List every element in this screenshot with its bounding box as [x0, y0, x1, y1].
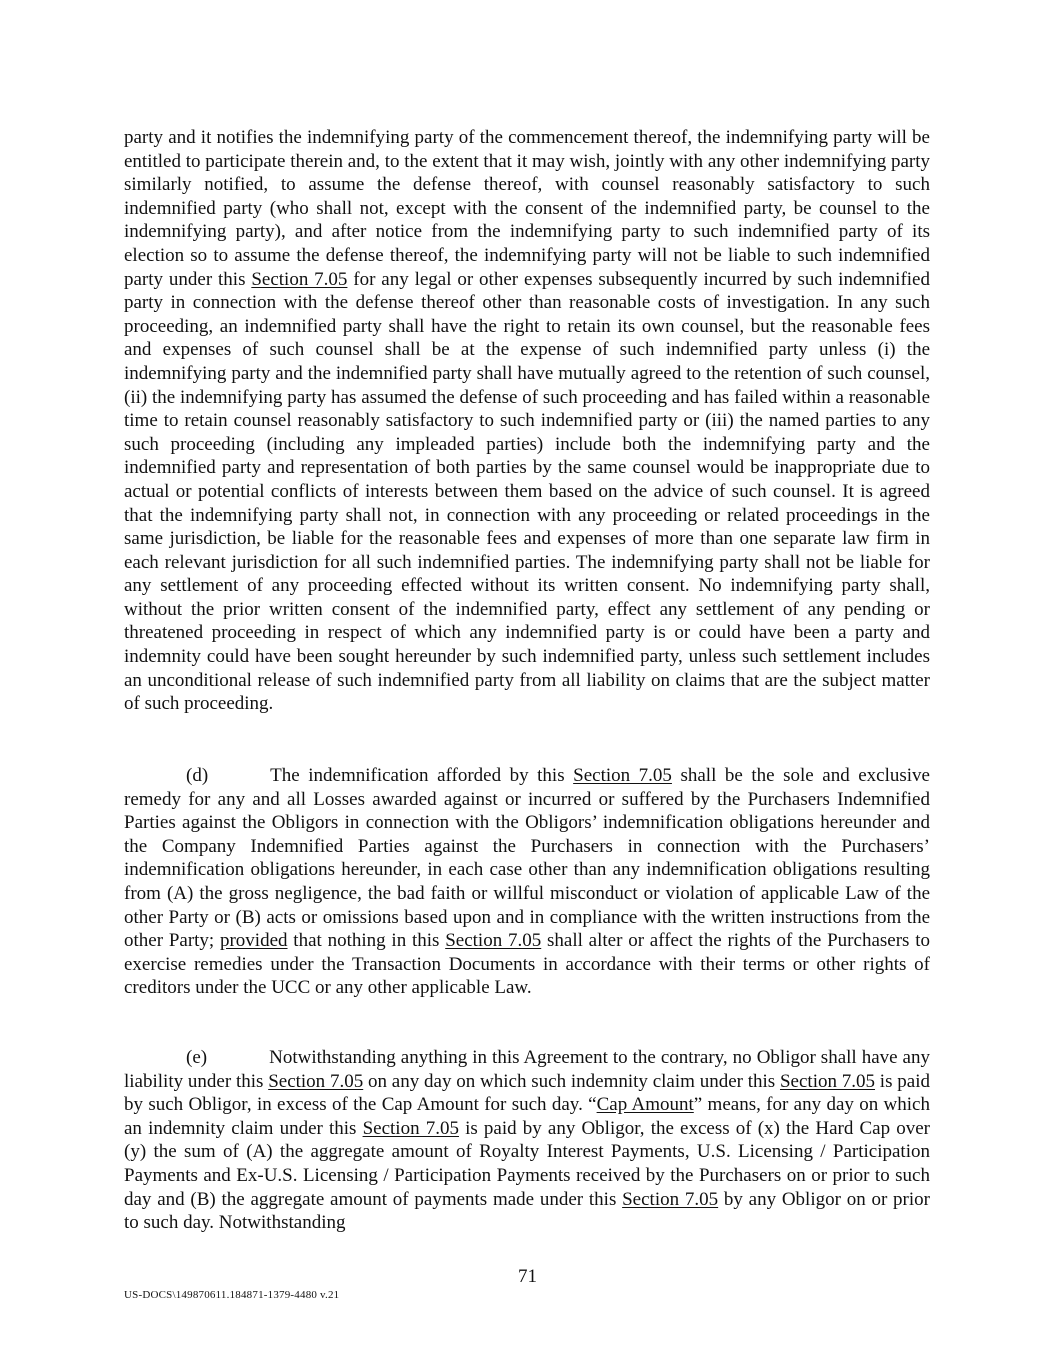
paragraph-label: (d) — [186, 765, 209, 786]
paragraph-d — [124, 764, 930, 1000]
section-reference: Section 7.05 — [622, 1188, 719, 1210]
section-reference: Section 7.05 — [779, 1070, 876, 1092]
text-span: on any day on which such indemnity claim under this — [363, 1070, 780, 1092]
text-span: Notwithstanding anything in this Agreement to the contrary, no Obligor shall have any liability under this — [124, 1047, 930, 1092]
text-span: ” means, for any day on which an indemnity claim under this — [124, 1094, 930, 1139]
paragraph-label: (e) — [186, 1047, 208, 1068]
section-reference: Section 7.05 — [573, 765, 672, 786]
document-footer-id: US-DOCS\149870611.184871-1379-4480 v.21 — [124, 1289, 340, 1301]
paragraph-e — [124, 1046, 930, 1235]
text-span: by any Obligor on or prior to such day. Notwithstanding — [124, 1188, 930, 1234]
text-span: is paid by such Obligor, in excess of the Cap Amount for such day. “ — [124, 1070, 930, 1116]
page-number: 71 — [518, 1266, 537, 1287]
section-reference: Section 7.05 — [251, 268, 348, 290]
defined-term-provided: provided — [219, 930, 288, 952]
section-reference: Section 7.05 — [268, 1070, 364, 1092]
paragraph-indemnification-defense — [124, 126, 930, 716]
text-span: that nothing in this — [287, 930, 446, 952]
defined-term-cap-amount: Cap Amount — [596, 1094, 694, 1116]
section-reference: Section 7.05 — [445, 930, 542, 952]
text-span: for any legal or other expenses subsequently incurred by such indemnified party in connection with the defense thereof other than reasonable costs of investigation. In any such proceeding, an indemnified party shall have the right to retain its own counsel, but the reasonable fees and expenses of such counsel shall be at the expense of such indemnified party unless (i) the indemnifying party and the indemnified party shall have mutually agreed to the retention of such counsel, (ii) the indemnifying party has assumed the defense of such proceeding and has failed within a reasonable time to retain counsel reasonably satisfactory to such indemnified party or (iii) the named parties to any such proceeding (including any impleaded parties) include both the indemnifying party and the indemnified party and representation of both parties by the same counsel would be inappropriate due to actual or potential conflicts of interests between them based on the advice of such counsel. It is agreed that the indemnifying party shall not, in connection with any proceeding or related proceedings in the same jurisdiction, be liable for the reasonable fees and expenses of more than one separate law firm in each relevant jurisdiction for all such indemnified parties. The indemnifying party shall not be liable for any settlement of any proceeding effected without its written consent. No indemnifying party shall, without the prior written consent of the indemnified party, effect any settlement of any pending or threatened proceeding in respect of which any indemnified party is or could have been a party and indemnity could have been sought hereunder by such indemnified party, unless such settlement includes an unconditional release of such indemnified party from all liability on claims that are the subject matter of such proceeding. — [124, 268, 930, 715]
text-span: party and it notifies the indemnifying party of the commencement thereof, the indemnifying party will be entitled to participate therein and, to the extent that it may wish, jointly with any other indemnifying party similarly notified, to assume the defense thereof, with counsel reasonably satisfactory to such indemnified party (who shall not, except with the consent of the indemnified party, be counsel to the indemnifying party), and after notice from the indemnifying party to such indemnified party of its election so to assume the defense thereof, the indemnifying party will not be liable to such indemnified party under this — [124, 127, 930, 290]
section-reference: Section 7.05 — [362, 1117, 459, 1139]
text-span: shall be the sole and exclusive remedy for any and all Losses awarded against or incurred or suffered by the Purchasers Indemnified Parties against the Obligors in connection with the Obligors’ indemnification obligations hereunder and the Company Indemnified Parties against the Purchasers in connection with the Purchasers’ indemnification obligations hereunder, in each case other than any indemnification obligations resulting from (A) the gross negligence, the bad faith or willful misconduct or violation of applicable Law of the other Party or (B) acts or omissions based upon and in compliance with the written instructions from the other Party; — [124, 765, 930, 952]
text-span: is paid by any Obligor, the excess of (x) the Hard Cap over (y) the sum of (A) the aggregate amount of Royalty Interest Payments, U.S. Licensing / Participation Payments and Ex-U.S. Licensing / Participation Payments received by the Purchasers on or prior to such day and (B) the aggregate amount of payments made under this — [124, 1117, 930, 1210]
text-span: shall alter or affect the rights of the Purchasers to exercise remedies under the Transaction Documents in accordance with their terms or other rights of creditors under the UCC or any other applicable Law. — [124, 930, 930, 999]
text-span: The indemnification afforded by this — [270, 765, 574, 786]
